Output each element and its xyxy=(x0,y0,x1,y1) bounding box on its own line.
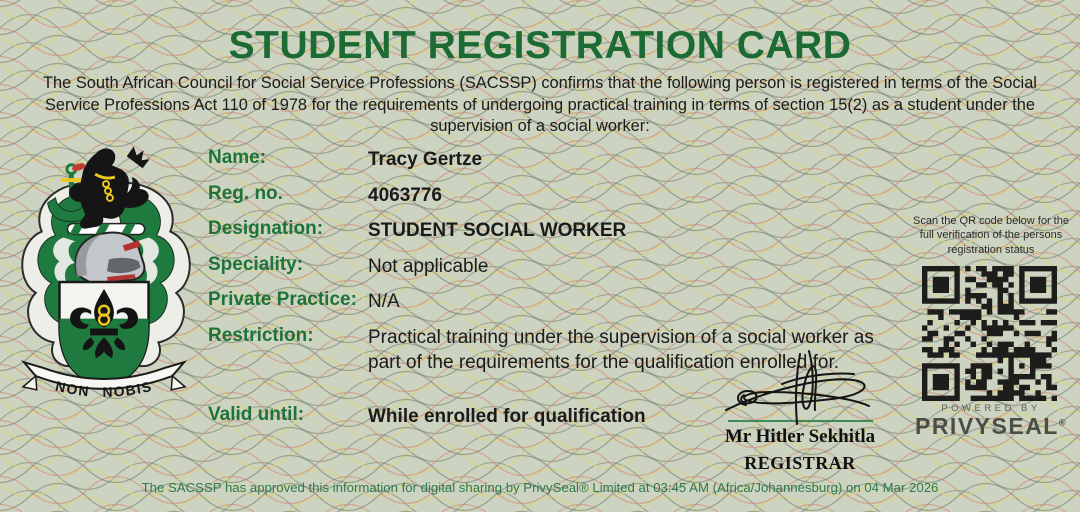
qr-code xyxy=(922,266,1057,401)
field-value-reg-no: 4063776 xyxy=(368,185,442,206)
field-value-private-practice: N/A xyxy=(368,291,400,312)
field-value-valid-until: While enrolled for qualification xyxy=(368,406,646,427)
field-label: Reg. no. xyxy=(208,183,283,204)
field-row-reg-no xyxy=(208,183,888,209)
field-row-private-practice xyxy=(208,289,888,315)
field-label: Private Practice: xyxy=(208,289,357,310)
field-value-name: Tracy Gertze xyxy=(368,149,483,170)
field-row-speciality xyxy=(208,254,888,280)
field-value-designation: STUDENT SOCIAL WORKER xyxy=(368,220,627,241)
registrar-signature-icon xyxy=(712,348,887,428)
powered-by-label: POWERED BY xyxy=(941,403,1041,414)
privyseal-logo xyxy=(905,413,1077,440)
field-value-restriction: Practical training under the supervision of a social worker as part of the requirements for the qualification enrolled for. xyxy=(368,327,874,374)
qr-instruction-text: Scan the QR code below for the full verification of the persons registration status xyxy=(913,215,1069,256)
registered-trademark-symbol: ® xyxy=(1058,417,1067,428)
field-value-speciality: Not applicable xyxy=(368,256,489,277)
field-label: Restriction: xyxy=(208,325,314,346)
digital-sharing-notice: The SACSSP has approved this information for digital sharing by PrivySeal® Limited at 03:45 AM (Africa/Johannesburg) on 04 Mar 2026 xyxy=(141,480,939,495)
field-row-name xyxy=(208,147,888,173)
field-label: Valid until: xyxy=(208,404,305,425)
crest-motto: NON NOBIS xyxy=(54,377,155,400)
crest-helmet xyxy=(76,232,145,282)
field-row-designation xyxy=(208,218,888,244)
registrar-title: REGISTRAR xyxy=(744,453,856,473)
registration-statement: The South African Council for Social Service Professions (SACSSP) confirms that the following person is registered in terms of the Social Service Professions Act 110 of 1978 for the requirements of undergoing practical training in terms of section 15(2) as a student under the supervision of a social worker: xyxy=(43,74,1037,136)
field-label: Speciality: xyxy=(208,254,304,275)
registrar-name: Mr Hitler Sekhitla xyxy=(724,426,876,447)
page-title: STUDENT REGISTRATION CARD xyxy=(228,24,852,67)
field-label: Designation: xyxy=(208,218,324,239)
sacssp-coat-of-arms-icon xyxy=(12,142,200,420)
privyseal-wordmark: PRIVYSEAL xyxy=(914,413,1059,439)
field-label: Name: xyxy=(208,147,267,168)
